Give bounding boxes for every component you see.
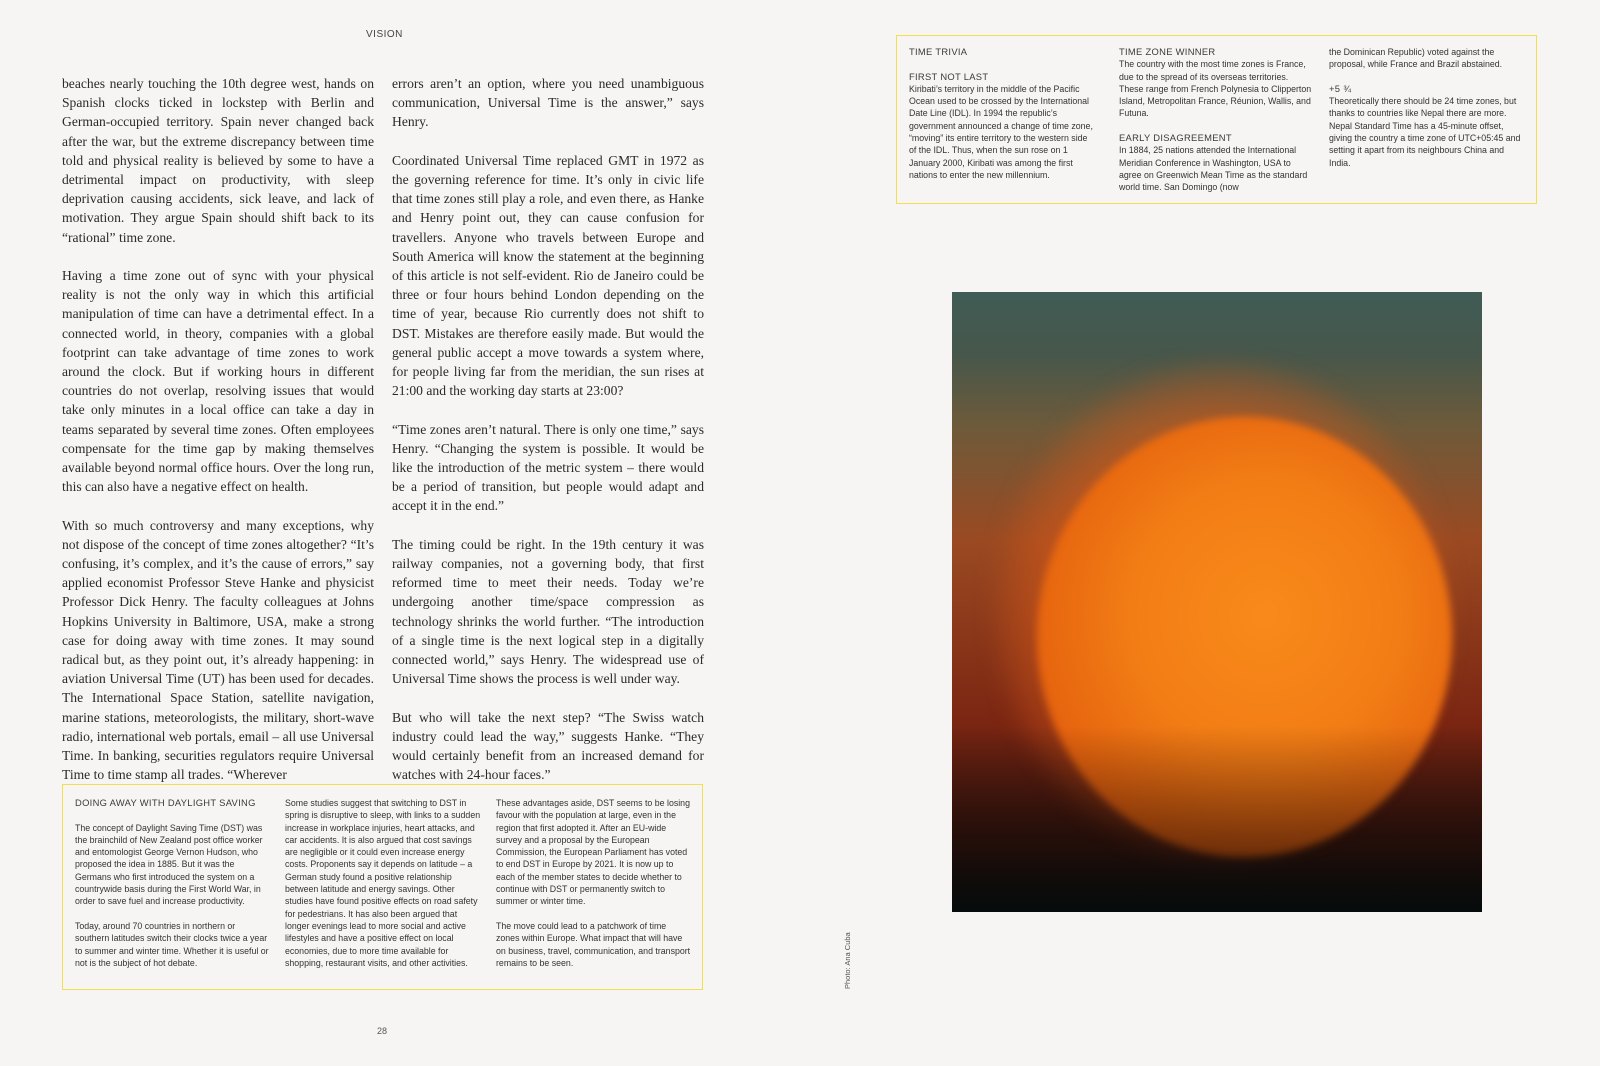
- daylight-saving-box: [62, 784, 703, 990]
- article-paragraph: The timing could be right. In the 19th century it was railway companies, not a governing body, that first reformed time to meet their needs. Today we’re undergoing another time/space compression as technology shrinks the world further. “The introduction of a single time is the next logical step in a digitally connected world,” says Henry. The widespread use of Universal Time shows the process is well under way.: [392, 536, 704, 687]
- dst-text: Today, around 70 countries in northern or southern latitudes switch their clocks twice a year to summer and winter time. Whether it is useful or not is the subject of hot debate.: [75, 920, 269, 968]
- dst-text: The concept of Daylight Saving Time (DST) was the brainchild of New Zealand post office worker and entomologist George Vernon Hudson, who proposed the idea in 1885. But it was the Germans who first introduced the system on a countrywide basis during the First World War, in order to save fuel and increase productivity.: [75, 822, 263, 907]
- trivia-title: TIME TRIVIA: [909, 46, 968, 57]
- trivia-heading: EARLY DISAGREEMENT: [1119, 132, 1232, 144]
- dst-text: These advantages aside, DST seems to be losing favour with the population at large, even in the region that first adopted it. After an EU-wide survey and a proposal by the European Commission, the European Parliament has voted to end DST in Europe by 2021. It is now up to each of the member states to decide whether to continue with DST or permanently switch to summer or winter time.: [496, 798, 690, 907]
- sunset-photo: [952, 292, 1482, 912]
- trivia-heading: TIME ZONE WINNER: [1119, 46, 1216, 57]
- page-number: 28: [377, 1026, 388, 1036]
- article-paragraph: Having a time zone out of sync with your physical reality is not the only way in which this artificial manipulation of time can have a detrimental effect. In a connected world, in theory, companies with a global footprint can take advantage of time zones to work around the clock. But if working hours in different countries do not overlap, resolving issues that would take only minutes in a local office can take a day in teams separated by several time zones. Often employees compensate for the time gap by making themselves available beyond normal office hours. Over the long run, this can also have a negative effect on health.: [62, 268, 374, 495]
- trivia-heading: FIRST NOT LAST: [909, 70, 989, 82]
- article-column-left: [62, 74, 374, 804]
- article-paragraph: With so much controversy and many exceptions, why not dispose of the concept of time zones altogether? “It’s confusing, it’s complex, and it’s the cause of errors,” say applied economist Professor Steve Hanke and physicist Professor Dick Henry. The faculty colleagues at Johns Hopkins University in Baltimore, USA, make a strong case for doing away with time zones. It may sound radical but, as they point out, it’s already happening: in aviation Universal Time (UT) has been used for decades. The International Space Station, satellite navigation, marine stations, meteorologists, the military, short-wave radio, international web portals, email – all use Universal Time. In banking, securities regulators require Universal Time to time stamp all trades. “Wherever: [62, 517, 374, 783]
- section-header: VISION: [366, 29, 403, 40]
- time-trivia-box: [896, 35, 1537, 204]
- article-paragraph: Coordinated Universal Time replaced GMT in 1972 as the governing reference for time. It’s only in civic life that time zones still play a role, and even there, as Hanke and Henry point out, they can cause confusion for travellers. Anyone who travels between Europe and South America will know the statement at the beginning of this article is not self-evident. Rio de Janeiro could be three or four hours behind London depending on the time of year, because Rio currently does not shift to DST. Mistakes are therefore easily made. But would the general public accept a move towards a system where, for people living far from the meridian, the sun rises at 21:00 and the working day starts at 23:00?: [392, 152, 704, 399]
- trivia-text: the Dominican Republic) voted against the proposal, while France and Brazil abstained.: [1329, 47, 1503, 70]
- dst-text: Some studies suggest that switching to DST in spring is disruptive to sleep, with links to a sudden increase in workplace injuries, heart attacks, and car accidents. It is also argued that cost savings are negligible or it could even increase energy costs. Proponents say it depends on latitude – a German study found a positive relationship between latitude and energy savings. Other studies have found positive effects on road safety for pedestrians. It has also been argued that longer evenings lead to more social and active lifestyles and have a positive effect on local economies, due to more time available for shopping, restaurant visits, and other activities.: [285, 798, 481, 968]
- dst-column: [496, 797, 691, 981]
- trivia-column: [1329, 46, 1524, 181]
- photo-credit: Photo: Ana Cuba: [843, 932, 852, 989]
- article-paragraph: errors aren’t an option, where you need unambiguous communication, Universal Time is the answer,” says Henry.: [392, 76, 704, 130]
- trivia-heading: +5 ¾: [1329, 82, 1352, 94]
- dst-title: DOING AWAY WITH DAYLIGHT SAVING: [75, 797, 256, 808]
- photo-shade: [952, 292, 1482, 912]
- trivia-text: Kiribati’s territory in the middle of the Pacific Ocean used to be crossed by the International Date Line (IDL). In 1994 the republic’s government announced a change of time zone, “moving” its entire territory to the western side of the IDL. Thus, when the sun rose on 1 January 2000, Kiribati was among the first nations to enter the new millennium.: [909, 83, 1093, 180]
- dst-text: The move could lead to a patchwork of time zones within Europe. What impact that will have on business, travel, communication, and transport remains to be seen.: [496, 920, 691, 968]
- trivia-column: [909, 46, 1094, 194]
- dst-column: [75, 797, 270, 981]
- article-paragraph: “Time zones aren’t natural. There is only one time,” says Henry. “Changing the system is possible. It would be like the introduction of the metric system – there would be a period of transition, but people would adapt and accept it in the end.”: [392, 421, 704, 514]
- trivia-text: Theoretically there should be 24 time zones, but thanks to countries like Nepal there are more. Nepal Standard Time has a 45-minute offset, giving the country a time zone of UTC+05:45 and setting it apart from its neighbours China and India.: [1329, 96, 1521, 168]
- trivia-column: [1119, 46, 1314, 206]
- article-column-right: [392, 74, 704, 804]
- trivia-text: The country with the most time zones is France, due to the spread of its overseas territories. These range from French Polynesia to Clipperton Island, Metropolitan France, Réunion, Wallis, and Futuna.: [1119, 59, 1312, 119]
- dst-column: [285, 797, 483, 981]
- trivia-text: In 1884, 25 nations attended the International Meridian Conference in Washington, USA to agree on Greenwich Mean Time as the standard world time. San Domingo (now: [1119, 145, 1308, 193]
- article-paragraph: beaches nearly touching the 10th degree west, hands on Spanish clocks ticked in lockstep with Berlin and German-occupied territory. Spain never changed back after the war, but the extreme discrepancy between time told and physical reality is believed by some to have a detrimental impact on productivity, with sleep deprivation causing accidents, sick leave, and lack of motivation. They argue Spain should shift back to its “rational” time zone.: [62, 76, 374, 245]
- article-paragraph: But who will take the next step? “The Swiss watch industry could lead the way,” suggests Hanke. “They would certainly benefit from an increased demand for watches with 24-hour faces.”: [392, 709, 704, 783]
